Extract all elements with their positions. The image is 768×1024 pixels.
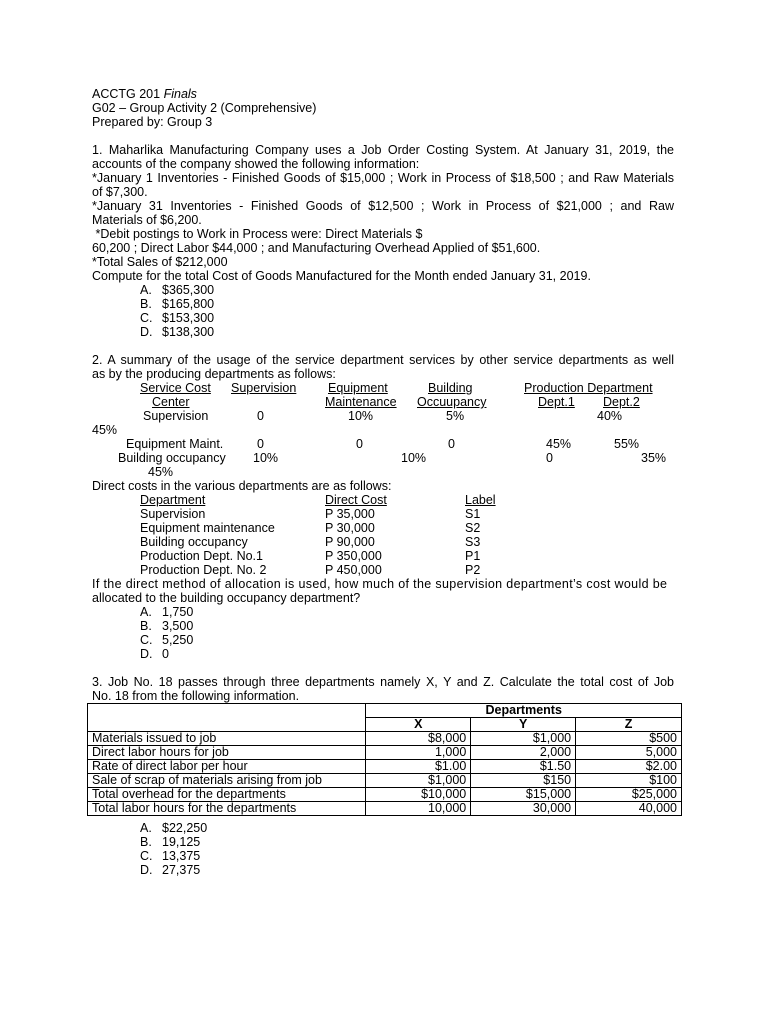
q2-row2-bo: 0 — [448, 437, 455, 451]
cell-y: $1.50 — [471, 760, 576, 774]
q2-header-center: Center — [152, 395, 190, 409]
q2-row1-eq: 10% — [348, 409, 374, 423]
row-label: Sale of scrap of materials arising from job — [88, 774, 366, 788]
q2-row3-eq: 10% — [401, 451, 427, 465]
cell-x: 1,000 — [366, 746, 471, 760]
cell-y: $150 — [471, 774, 576, 788]
dc-cost: P 450,000 — [325, 563, 382, 577]
table-blank-cell — [88, 704, 366, 718]
cell-x: $1.00 — [366, 760, 471, 774]
q3-option-d: D. 27,375 — [140, 863, 201, 877]
q1-option-b: B. $165,800 — [140, 297, 215, 311]
dc-label: S2 — [465, 521, 481, 535]
dc-dept: Equipment maintenance — [140, 521, 275, 535]
q2-row1-name: Supervision — [143, 409, 209, 423]
table-column-header-row — [88, 718, 682, 732]
q2-header-supervision: Supervision — [231, 381, 297, 395]
row-label: Materials issued to job — [88, 732, 366, 746]
q2-header-production: Production Department — [524, 381, 653, 395]
cell-x: $8,000 — [366, 732, 471, 746]
q2-row2-eq: 0 — [356, 437, 363, 451]
table-row — [88, 788, 682, 802]
q2-row2-d2: 55% — [614, 437, 640, 451]
q2-header-dept2: Dept.2 — [603, 395, 640, 409]
cell-x: 10,000 — [366, 802, 471, 816]
q2-row3-d1: 35% — [641, 451, 667, 465]
q2-header-maintenance: Maintenance — [325, 395, 397, 409]
q2-row3-wrap: 45% — [148, 465, 174, 479]
q2-row1-d1: 40% — [597, 409, 623, 423]
q1-text: 1. Maharlika Manufacturing Company uses a Job Order Costing System. At January 31, 2019, the accounts of the company showed the following information: *January 1 Inventories - Finished Goods of $15,000 ; Work in Process of $18,500 ; and Raw Materials of $7,300. *January 31 Inventories - Finished Goods of $12,500 ; Work in Process of $21,000 ; and Raw Materials of $6,200. *Debit postings to Work in Process were: Direct Materials $ 60,200 ; Direct Labor $44,000 ; and Manufacturing Overhead Applied of $51,600. *Total Sales of $212,000 Compute for the total Cost of Goods Manufactured for the Month ended January 31, 2019. — [92, 143, 674, 283]
row-label: Total overhead for the departments — [88, 788, 366, 802]
q2-row2-d1: 45% — [546, 437, 572, 451]
row-label: Total labor hours for the departments — [88, 802, 366, 816]
dc-label: P1 — [465, 549, 481, 563]
table-row — [88, 802, 682, 816]
dc-label: S1 — [465, 507, 481, 521]
q3-option-c: C. 13,375 — [140, 849, 201, 863]
q3-option-a: A. $22,250 — [140, 821, 208, 835]
q2-option-d: D. 0 — [140, 647, 169, 661]
col-header-x: X — [366, 718, 471, 732]
table-row — [88, 760, 682, 774]
col-header-z: Z — [576, 718, 682, 732]
table-row — [88, 746, 682, 760]
q2-direct-intro: Direct costs in the various departments are as follows: — [92, 479, 392, 493]
q2-row3-bo: 0 — [546, 451, 553, 465]
dc-cost: P 35,000 — [325, 507, 375, 521]
cell-y: $15,000 — [471, 788, 576, 802]
q2-header-dept1: Dept.1 — [538, 395, 575, 409]
table-group-header: Departments — [366, 704, 682, 718]
q2-row1-bo: 5% — [446, 409, 465, 423]
cell-z: $25,000 — [576, 788, 682, 802]
dc-label: S3 — [465, 535, 481, 549]
table-row — [88, 774, 682, 788]
cell-y: $1,000 — [471, 732, 576, 746]
q2-text: 2. A summary of the usage of the service department services by other service departments as well as by the producing departments as follows: — [92, 353, 674, 381]
cell-x: $1,000 — [366, 774, 471, 788]
cell-z: $2.00 — [576, 760, 682, 774]
q2-row1-sup: 0 — [257, 409, 264, 423]
q2-row2-sup: 0 — [257, 437, 264, 451]
dc-label: P2 — [465, 563, 481, 577]
course-title: ACCTG 201 Finals — [92, 87, 197, 101]
dc-cost: P 350,000 — [325, 549, 382, 563]
q2-option-b: B. 3,500 — [140, 619, 194, 633]
q1-option-d: D. $138,300 — [140, 325, 215, 339]
dc-cost: P 30,000 — [325, 521, 375, 535]
cell-z: $500 — [576, 732, 682, 746]
dc-dept: Building occupancy — [140, 535, 248, 549]
q2-option-c: C. 5,250 — [140, 633, 194, 647]
cell-y: 30,000 — [471, 802, 576, 816]
cell-z: 40,000 — [576, 802, 682, 816]
table-group-header-row — [88, 704, 682, 718]
q2-header-equipment: Equipment — [328, 381, 388, 395]
q2-header-service: Service Cost — [140, 381, 211, 395]
dc-header-label: Label — [465, 493, 496, 507]
q2-question-line1: If the direct method of allocation is used, how much of the supervision department’s cost would be — [92, 577, 668, 591]
cell-z: $100 — [576, 774, 682, 788]
q2-row2-name: Equipment Maint. — [126, 437, 224, 451]
dc-cost: P 90,000 — [325, 535, 375, 549]
cell-z: 5,000 — [576, 746, 682, 760]
dc-dept: Supervision — [140, 507, 206, 521]
q2-option-a: A. 1,750 — [140, 605, 194, 619]
row-label: Rate of direct labor per hour — [88, 760, 366, 774]
prepared-by: Prepared by: Group 3 — [92, 115, 213, 129]
activity-title: G02 – Group Activity 2 (Comprehensive) — [92, 101, 317, 115]
dc-dept: Production Dept. No.1 — [140, 549, 263, 563]
cell-y: 2,000 — [471, 746, 576, 760]
table-row — [88, 732, 682, 746]
col-header-y: Y — [471, 718, 576, 732]
dc-header-dept: Department — [140, 493, 206, 507]
cell-x: $10,000 — [366, 788, 471, 802]
dc-dept: Production Dept. No. 2 — [140, 563, 267, 577]
q1-option-c: C. $153,300 — [140, 311, 215, 325]
row-label: Direct labor hours for job — [88, 746, 366, 760]
q1-option-a: A. $365,300 — [140, 283, 215, 297]
q2-row3-name: Building occupancy — [118, 451, 226, 465]
q2-row1-wrap: 45% — [92, 423, 118, 437]
job-cost-table — [87, 703, 682, 816]
q2-row3-sup: 10% — [253, 451, 279, 465]
q2-header-occupancy: Occuupancy — [417, 395, 487, 409]
dc-header-cost: Direct Cost — [325, 493, 387, 507]
q2-question-line2: allocated to the building occupancy department? — [92, 591, 361, 605]
q2-header-building: Building — [428, 381, 473, 395]
q3-option-b: B. 19,125 — [140, 835, 201, 849]
table-blank-cell — [88, 718, 366, 732]
q3-text: 3. Job No. 18 passes through three departments namely X, Y and Z. Calculate the total cost of Job No. 18 from the following information. — [92, 675, 674, 703]
